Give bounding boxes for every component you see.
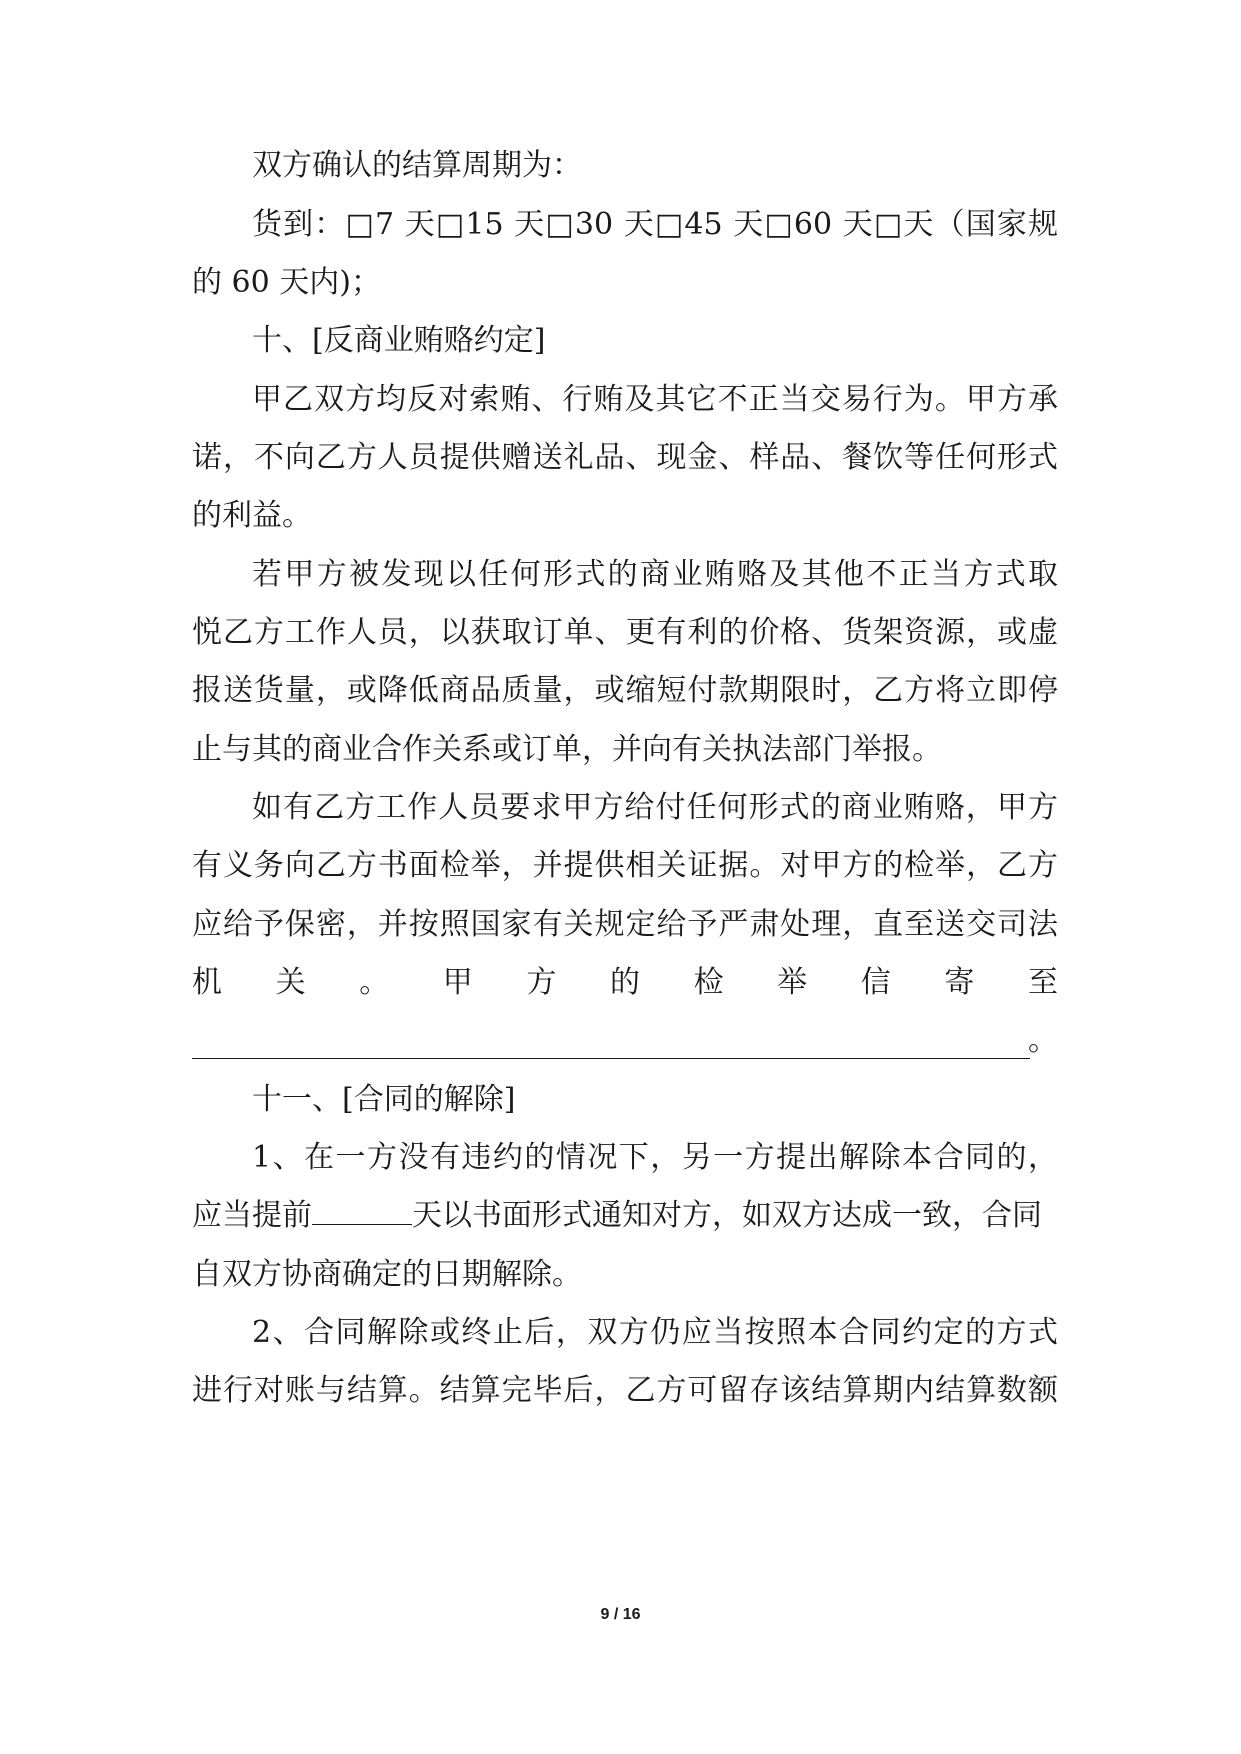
spread-char: 检 [693,965,724,1000]
paragraph-line: 如有乙方工作人员要求甲方给付任何形式的商业贿赂，甲方 [252,790,1058,825]
paragraph-line: 甲乙双方均反对索贿、行贿及其它不正当交易行为。甲方承 [252,382,1058,417]
paragraph-line: 诺，不向乙方人员提供赠送礼品、现金、样品、餐饮等任何形式 [192,440,1058,475]
paragraph-line: 报送货量，或降低商品质量，或缩短付款期限时，乙方将立即停 [192,673,1058,708]
spread-char: 方 [526,965,557,1000]
paragraph-line: 进行对账与结算。结算完毕后，乙方可留存该结算期内结算数额 [192,1373,1058,1408]
spread-char: 寄 [944,965,975,1000]
address-blank-underline [192,1058,1030,1059]
settlement-options-line: 货到：□7 天□15 天□30 天□45 天□60 天□天（国家规 [252,207,1058,242]
spread-char: 机 [192,965,222,1000]
notice-period-before: 应当提前 [192,1198,312,1233]
spread-char: 甲 [442,965,473,1000]
paragraph-line: 若甲方被发现以任何形式的商业贿赂及其他不正当方式取 [252,557,1058,592]
paragraph-line: 悦乙方工作人员，以获取订单、更有利的价格、货架资源，或虚 [192,615,1058,650]
spread-char: 关 [275,965,306,1000]
spread-char: 。 [359,965,390,1000]
paragraph-line: 自双方协商确定的日期解除。 [192,1257,582,1292]
settlement-period-label: 双方确认的结算周期为： [252,148,582,183]
page-number: 9 / 16 [600,1606,641,1623]
paragraph-line: 有义务向乙方书面检举，并提供相关证据。对甲方的检举，乙方 [192,848,1058,883]
paragraph-line: 应给予保密，并按照国家有关规定给予严肃处理，直至送交司法 [192,907,1058,942]
paragraph-line: 止与其的商业合作关系或订单，并向有关执法部门举报。 [192,732,942,767]
settlement-options-continuation: 的 60 天内)； [192,265,381,300]
section-10-heading: 十、[反商业贿赂约定] [252,323,546,358]
notice-period-after: 天以书面形式通知对方，如双方达成一致，合同 [412,1198,1042,1233]
spread-char: 信 [860,965,891,1000]
paragraph-line: 1、在一方没有违约的情况下，另一方提出解除本合同的， [252,1140,1058,1175]
notice-days-blank [312,1198,412,1225]
spread-char: 至 [1027,965,1058,1000]
spread-char: 举 [777,965,808,1000]
address-blank-line [192,1011,1058,1071]
paragraph-line: 的利益。 [192,498,312,533]
address-blank-period: 。 [1028,1023,1058,1058]
spread-char: 的 [609,965,640,1000]
notice-period-line [192,1186,1058,1246]
spread-text-line [192,953,1058,1013]
section-11-heading: 十一、[合同的解除] [252,1082,516,1117]
paragraph-line: 2、合同解除或终止后，双方仍应当按照本合同约定的方式 [252,1315,1058,1350]
